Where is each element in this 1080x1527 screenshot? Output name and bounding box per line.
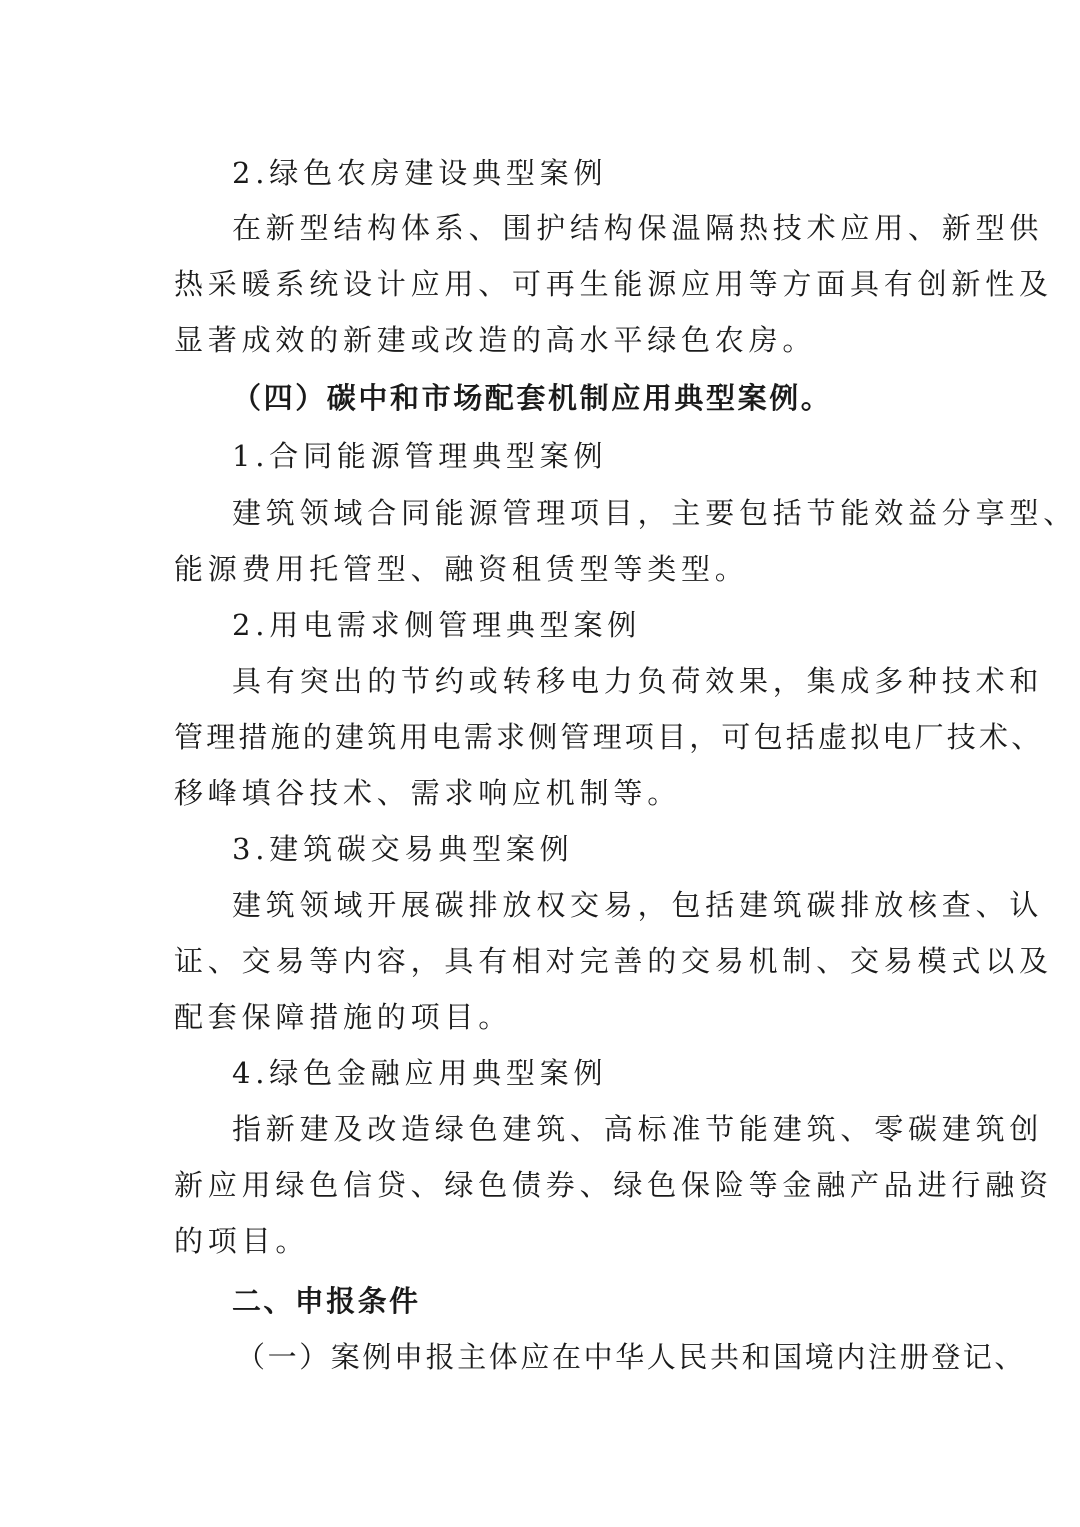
paragraph-line: 能源费用托管型、融资租赁型等类型。	[174, 552, 749, 586]
paragraph-line: 建筑领域合同能源管理项目，主要包括节能效益分享型、	[232, 496, 1078, 530]
paragraph-line: 移峰填谷技术、需求响应机制等。	[174, 776, 682, 810]
section-heading-application-conditions: 二、申报条件	[232, 1284, 421, 1318]
subheading-contract-energy: 1.合同能源管理典型案例	[232, 439, 608, 473]
paragraph-line: 具有突出的节约或转移电力负荷效果，集成多种技术和	[232, 664, 1044, 698]
subheading-green-rural-housing: 2.绿色农房建设典型案例	[232, 156, 608, 190]
paragraph-line: 管理措施的建筑用电需求侧管理项目，可包括虚拟电厂技术、	[174, 720, 1044, 754]
paragraph-line: 配套保障措施的项目。	[174, 1000, 513, 1034]
subheading-carbon-trading: 3.建筑碳交易典型案例	[232, 832, 574, 866]
paragraph-line: 热采暖系统设计应用、可再生能源应用等方面具有创新性及	[174, 267, 1053, 301]
subheading-green-finance: 4.绿色金融应用典型案例	[232, 1056, 608, 1090]
paragraph-line: 建筑领域开展碳排放权交易，包括建筑碳排放核查、认	[232, 888, 1044, 922]
paragraph-line: （一）案例申报主体应在中华人民共和国境内注册登记、	[236, 1340, 1027, 1374]
paragraph-line: 的项目。	[174, 1224, 310, 1258]
paragraph-line: 在新型结构体系、围护结构保温隔热技术应用、新型供	[232, 211, 1044, 245]
paragraph-line: 显著成效的新建或改造的高水平绿色农房。	[174, 323, 817, 357]
paragraph-line: 指新建及改造绿色建筑、高标准节能建筑、零碳建筑创	[232, 1112, 1044, 1146]
paragraph-line: 新应用绿色信贷、绿色债券、绿色保险等金融产品进行融资	[174, 1168, 1053, 1202]
subheading-demand-side: 2.用电需求侧管理典型案例	[232, 608, 642, 642]
section-heading-carbon-neutral-market: （四）碳中和市场配套机制应用典型案例。	[232, 381, 833, 415]
paragraph-line: 证、交易等内容，具有相对完善的交易机制、交易模式以及	[174, 944, 1053, 978]
